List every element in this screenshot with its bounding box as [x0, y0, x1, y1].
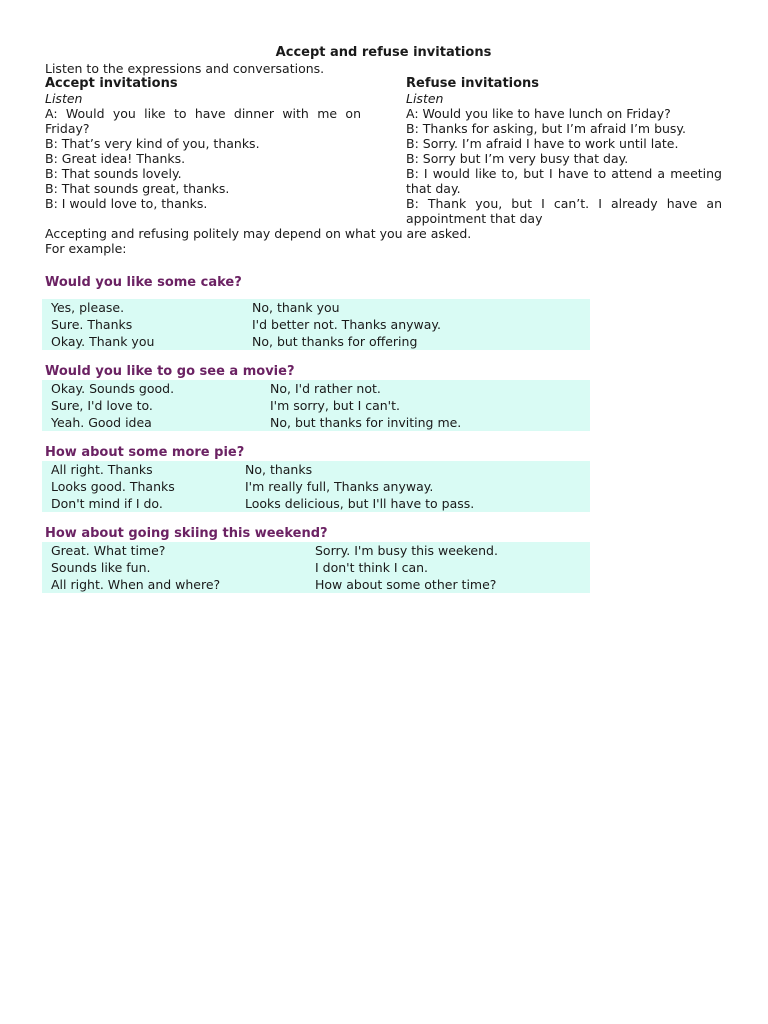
accept-response: Okay. Thank you — [51, 334, 155, 349]
example-table — [42, 461, 590, 512]
table-row — [42, 576, 590, 593]
table-row — [42, 495, 590, 512]
table-row — [42, 542, 590, 559]
accept-response: Yes, please. — [51, 300, 125, 315]
accept-line: B: That’s very kind of you, thanks. — [45, 136, 260, 151]
refuse-response: I'm sorry, but I can't. — [270, 398, 400, 413]
example-question: Would you like to go see a movie? — [45, 364, 295, 379]
example-table — [42, 299, 590, 350]
refuse-line: B: Thank you, but I can’t. I already have an appointment that day — [406, 196, 722, 226]
table-row — [42, 414, 590, 431]
accept-response: Okay. Sounds good. — [51, 381, 175, 396]
table-row — [42, 397, 590, 414]
polite-note: Accepting and refusing politely may depend on what you are asked. — [45, 226, 472, 241]
accept-response: Sure. Thanks — [51, 317, 133, 332]
for-example-label: For example: — [45, 241, 127, 256]
invitation-columns — [45, 76, 722, 226]
table-row — [42, 333, 590, 350]
accept-response: All right. When and where? — [51, 577, 221, 592]
refuse-line: B: I would like to, but I have to attend a meeting that day. — [406, 166, 722, 196]
accept-column — [45, 76, 361, 226]
accept-line: A: Would you like to have dinner with me on Friday? — [45, 106, 361, 136]
refuse-line: B: Sorry but I’m very busy that day. — [406, 151, 629, 166]
refuse-response: No, thank you — [252, 300, 340, 315]
example-table — [42, 380, 590, 431]
accept-heading: Accept invitations — [45, 76, 178, 91]
refuse-line: B: Sorry. I’m afraid I have to work until late. — [406, 136, 679, 151]
refuse-line: B: Thanks for asking, but I’m afraid I’m busy. — [406, 121, 687, 136]
accept-response: Looks good. Thanks — [51, 479, 175, 494]
intro-text: Listen to the expressions and conversations. — [45, 61, 325, 76]
refuse-response: No, I'd rather not. — [270, 381, 381, 396]
document-page — [45, 45, 722, 593]
refuse-column — [406, 76, 722, 226]
refuse-listen-label: Listen — [406, 91, 444, 106]
accept-response: Sounds like fun. — [51, 560, 151, 575]
refuse-response: No, but thanks for inviting me. — [270, 415, 462, 430]
accept-response: Great. What time? — [51, 543, 166, 558]
accept-response: Yeah. Good idea — [51, 415, 152, 430]
refuse-response: How about some other time? — [315, 577, 497, 592]
accept-listen-label: Listen — [45, 91, 83, 106]
accept-line: B: I would love to, thanks. — [45, 196, 208, 211]
refuse-response: I'd better not. Thanks anyway. — [252, 317, 441, 332]
accept-response: Don't mind if I do. — [51, 496, 163, 511]
example-question: Would you like some cake? — [45, 275, 242, 290]
table-row — [42, 559, 590, 576]
refuse-response: Looks delicious, but I'll have to pass. — [245, 496, 475, 511]
table-row — [42, 461, 590, 478]
example-table — [42, 542, 590, 593]
accept-line: B: Great idea! Thanks. — [45, 151, 186, 166]
table-row — [42, 380, 590, 397]
refuse-response: Sorry. I'm busy this weekend. — [315, 543, 498, 558]
refuse-response: No, but thanks for offering — [252, 334, 418, 349]
table-row — [42, 316, 590, 333]
refuse-response: I'm really full, Thanks anyway. — [245, 479, 434, 494]
table-row — [42, 478, 590, 495]
refuse-heading: Refuse invitations — [406, 76, 540, 91]
example-question: How about some more pie? — [45, 445, 245, 460]
accept-response: All right. Thanks — [51, 462, 153, 477]
refuse-response: I don't think I can. — [315, 560, 428, 575]
table-row — [42, 299, 590, 316]
accept-response: Sure, I'd love to. — [51, 398, 153, 413]
refuse-response: No, thanks — [245, 462, 313, 477]
refuse-line: A: Would you like to have lunch on Friday? — [406, 106, 671, 121]
accept-line: B: That sounds lovely. — [45, 166, 182, 181]
accept-line: B: That sounds great, thanks. — [45, 181, 230, 196]
example-question: How about going skiing this weekend? — [45, 526, 328, 541]
page-title: Accept and refuse invitations — [275, 45, 492, 60]
